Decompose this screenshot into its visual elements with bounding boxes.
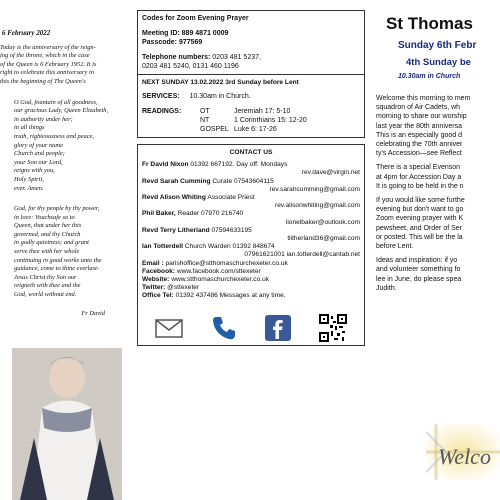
twitter-link[interactable]: @sttexeter xyxy=(167,284,200,292)
intro-line: this the beginning of The Queen's xyxy=(0,77,86,85)
reading-ref: 1 Corinthians 15: 12-20 xyxy=(234,117,307,124)
collect-line: guidance, come to thine everlast- xyxy=(14,265,100,273)
notice-line: lee in June, do please spea xyxy=(376,275,462,283)
queen-portrait-image xyxy=(12,348,122,500)
contact-name: Revd Terry Litherland xyxy=(142,226,210,234)
website-label: Website: xyxy=(142,276,170,284)
contact-entry xyxy=(142,161,360,169)
contact-detail: 01392 667192. Day off: Mondays xyxy=(190,161,288,169)
office-label: Office Tel: xyxy=(142,292,174,300)
contact-email[interactable]: lionelbaker@outlook.com xyxy=(285,218,360,226)
contacts-box xyxy=(137,144,365,346)
liturgical-occasion: 4th Sunday be xyxy=(406,57,471,68)
notice-line: squadron of Air Cadets, wh xyxy=(376,104,461,112)
office-phone: 01392 437486 Messages at any time. xyxy=(175,292,286,300)
notice-line: and volunteer something fo xyxy=(376,266,461,274)
passcode: Passcode: 977569 xyxy=(142,39,203,46)
facebook-link[interactable]: www.facebook.com/sttexeter xyxy=(176,267,261,275)
phone-icon[interactable] xyxy=(206,313,242,343)
collect-line: Queen, that under her this xyxy=(14,222,82,230)
reading-book: GOSPEL xyxy=(200,126,229,133)
church-title: St Thomas xyxy=(386,14,473,33)
next-sunday: NEXT SUNDAY 13.02.2022 3rd Sunday before Lent xyxy=(142,79,299,86)
parish-email-link[interactable]: parishoffice@stthomaschurchexeter.co.uk xyxy=(165,259,288,267)
prayer-text xyxy=(14,99,133,194)
telephone-label: Telephone numbers: xyxy=(142,54,211,61)
notice-line: last year the 80th anniversa xyxy=(376,122,462,130)
telephone-line-2: 0203 481 5240, 0131 460 1196 xyxy=(142,63,239,70)
collect-line: in love: Vouchsafe so to xyxy=(14,213,75,221)
welcome-banner-image xyxy=(426,424,500,480)
readings-list xyxy=(200,107,307,134)
prayer-line: Holy Spirit, xyxy=(14,175,44,183)
contact-detail: Church Warden 01392 848674 xyxy=(184,243,275,251)
contact-entry xyxy=(142,227,360,235)
intro-line: of the Queen is 6 February 1952. It is xyxy=(0,60,97,68)
welcome-text: Welco xyxy=(438,444,491,469)
notice-line: before Lent. xyxy=(376,243,414,251)
readings-label: READINGS: xyxy=(142,108,182,115)
reading-item xyxy=(200,125,307,134)
notice-zoom xyxy=(376,196,500,251)
notices xyxy=(376,94,500,293)
notice-line: or posted. This will be the la xyxy=(376,233,463,241)
prayer-line: truth, righteousness and peace, xyxy=(14,132,95,140)
facebook-icon[interactable] xyxy=(260,313,296,343)
notice-line: Judith. xyxy=(376,284,397,292)
collect-line: God, world without end. xyxy=(14,291,77,299)
prayer-line: ever. Amen. xyxy=(14,184,44,192)
left-title: 6 February 2022 xyxy=(2,29,51,37)
notice-line: Zoom evening prayer with K xyxy=(376,215,464,223)
telephone-line-1: 0203 481 5237, xyxy=(212,54,261,61)
notice-line: evening but don't want to go xyxy=(376,206,464,214)
notice-line: celebrating the 70th anniver xyxy=(376,141,463,149)
notice-line: This is an especially good d xyxy=(376,131,462,139)
collect-line: in godly quietness; and grant xyxy=(14,239,89,247)
prayer-line: Church and people; xyxy=(14,150,65,158)
contact-name: Revd Sarah Cumming xyxy=(142,177,211,185)
contact-name: Ian Totterdell xyxy=(142,243,183,251)
twitter-row xyxy=(142,284,360,292)
contact-name: Revd Alison Whiting xyxy=(142,194,206,202)
intro-line: ing of the throne, which in the case xyxy=(0,52,90,60)
collect-line: Jesus Christ thy Son our xyxy=(14,273,77,281)
website-link[interactable]: www.stthomaschurchexeter.co.uk xyxy=(171,276,270,284)
email-row xyxy=(142,260,360,268)
intro-text xyxy=(0,44,133,87)
prayer-line: in all things xyxy=(14,124,45,132)
services-label: SERVICES: xyxy=(142,93,180,100)
notice-ideas xyxy=(376,256,500,293)
contact-entry xyxy=(142,194,360,202)
reading-book: OT xyxy=(200,108,210,115)
notice-line: Ideas and inspiration: if yo xyxy=(376,257,458,265)
prayer-line: our gracious Lady, Queen Elizabeth, xyxy=(14,107,109,115)
notice-line: If you would like some furthe xyxy=(376,197,465,205)
contact-detail: Reader 07970 216740 xyxy=(177,210,244,218)
info-box xyxy=(137,10,365,138)
prayer-line: reigns with you, xyxy=(14,167,55,175)
service-time: 10.30am in Church xyxy=(398,73,461,80)
notice-welcome xyxy=(376,94,500,158)
collect-text xyxy=(14,205,133,300)
contact-entry xyxy=(142,178,360,186)
contacts-title: CONTACT US xyxy=(229,149,273,156)
signoff: Fr David xyxy=(81,309,105,317)
reading-ref: Jeremiah 17: 5-10 xyxy=(234,108,291,115)
reading-ref: Luke 6: 17-26 xyxy=(234,126,277,133)
reading-item xyxy=(200,116,307,125)
collect-line: God, for thy people by thy power, xyxy=(14,205,100,213)
collect-line: reigneth with thee and the xyxy=(14,282,81,290)
left-panel xyxy=(0,0,133,500)
notice-line: ty's Accession—see Reflect xyxy=(376,150,462,158)
contact-email[interactable]: tlitherland36@gmail.com xyxy=(287,235,360,243)
contact-email[interactable]: rev.sarahcumming@gmail.com xyxy=(269,185,360,193)
contact-detail: Curate 07543604115 xyxy=(212,177,274,185)
notice-line: pewsheet, and Order of Ser xyxy=(376,224,462,232)
contact-email[interactable]: 07961621001 ian.totterdell@cantab.net xyxy=(244,251,360,259)
contact-email[interactable]: rev.dave@virgin.net xyxy=(301,169,360,177)
contact-icons xyxy=(142,313,360,343)
contact-name: Fr David Nixon xyxy=(142,161,189,169)
prayer-line: your Son our Lord, xyxy=(14,158,63,166)
qr-code-icon[interactable] xyxy=(315,313,351,343)
middle-panel xyxy=(137,0,365,500)
website-row xyxy=(142,276,360,284)
collect-line: governed, and thy Church xyxy=(14,230,81,238)
notice-line: It is going to be held in the n xyxy=(376,182,464,190)
notice-evensong xyxy=(376,163,500,191)
prayer-line: in authority under her; xyxy=(14,115,73,123)
contact-entry xyxy=(142,210,360,218)
intro-line: Today is the anniversary of the reign- xyxy=(0,43,96,51)
twitter-label: Twitter: xyxy=(142,284,166,292)
intro-line: right to celebrate this anniversary in xyxy=(0,69,94,77)
service-date: Sunday 6th Febr xyxy=(398,40,477,51)
envelope-icon[interactable] xyxy=(151,313,187,343)
facebook-row xyxy=(142,268,360,276)
notice-line: There is a special Evenson xyxy=(376,164,461,172)
prayer-line: glory of your name xyxy=(14,141,63,149)
email-label: Email : xyxy=(142,259,164,267)
contact-entry xyxy=(142,243,360,251)
collect-line: serve thee with her whole xyxy=(14,248,80,256)
contact-detail: 07594633195 xyxy=(211,226,252,234)
meeting-id: Meeting ID: 889 4871 0009 xyxy=(142,30,229,37)
reading-item xyxy=(200,107,307,116)
services-value: 10.30am in Church. xyxy=(189,93,251,100)
notice-line: at 4pm for Accession Day a xyxy=(376,173,462,181)
office-row xyxy=(142,292,360,300)
contact-detail: Associate Priest xyxy=(207,194,255,202)
contact-name: Phil Baker, xyxy=(142,210,176,218)
zoom-codes-title: Codes for Zoom Evening Prayer xyxy=(142,15,249,22)
reading-book: NT xyxy=(200,117,210,124)
notice-line: morning to share our worship xyxy=(376,113,467,121)
right-panel xyxy=(368,0,500,500)
prayer-line: O God, fountain of all goodness, xyxy=(14,98,98,106)
notice-line: Welcome this morning to mem xyxy=(376,95,471,102)
facebook-label: Facebook: xyxy=(142,267,175,275)
contact-email[interactable]: rev.alisonwhiting@gmail.com xyxy=(275,202,360,210)
collect-line: continuing in good works unto the xyxy=(14,256,102,264)
